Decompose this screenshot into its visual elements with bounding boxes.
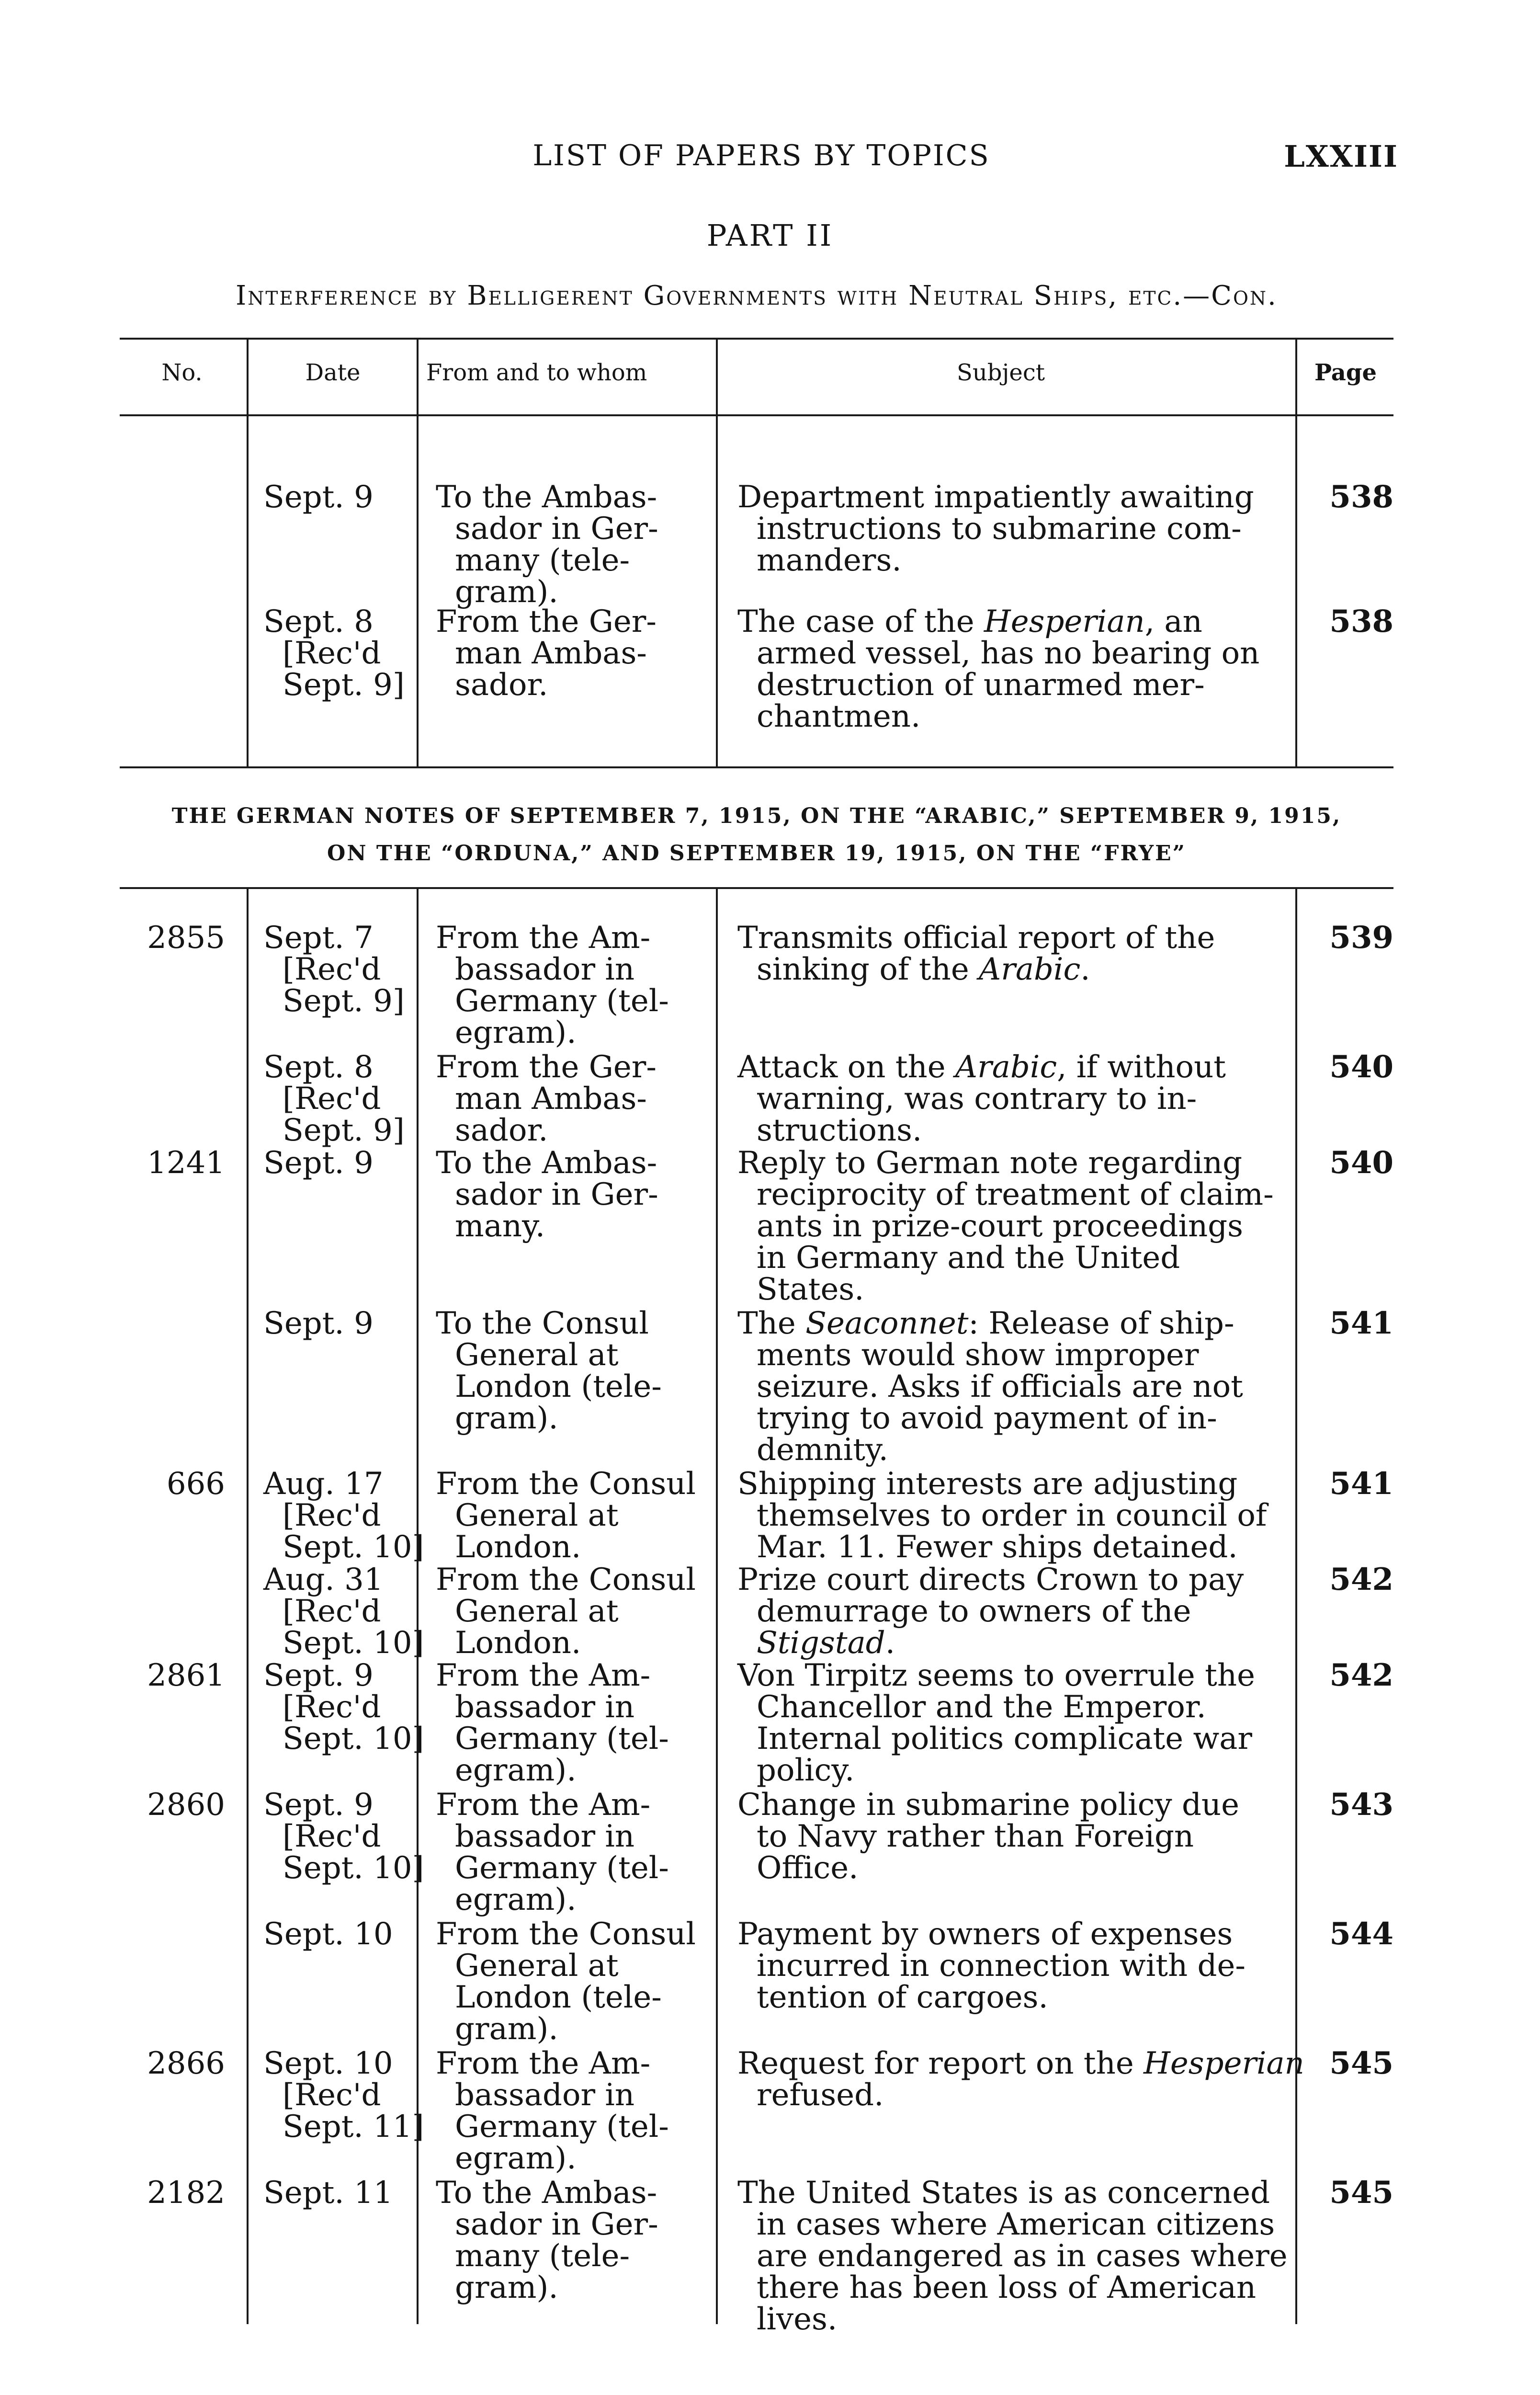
entry-page: 538 [1329,604,1393,639]
entry-date-line: [Rec'd [283,1081,381,1117]
entry-from-line: egram). [455,1882,577,1917]
entry-date-line: [Rec'd [283,636,381,671]
entry-date-line: Sept. 10 [263,2046,393,2081]
entry-from-line: General at [455,1594,619,1629]
entry-subject-line: Internal politics complicate war [757,1721,1252,1756]
entry-date-line: Sept. 8 [263,604,374,639]
notes-section-title [120,798,1393,872]
entry-subject [737,1657,1393,1788]
entry-from-line: gram). [455,2270,558,2305]
entry-subject-line: seizure. Asks if officials are not [757,1369,1243,1404]
entry-subject [737,1051,1393,1146]
notes-title-line: ON THE “ORDUNA,” AND SEPTEMBER 19, 1915, ON THE “FRYE” [327,841,1186,866]
entry-date-line: Sept. 9] [283,983,405,1019]
entry-number: 1241 [147,1145,225,1181]
col-header-date: Date [305,359,361,386]
entry-from-line: Germany (tel- [455,1721,669,1756]
entry-subject-line: sinking of the Arabic. [757,952,1090,987]
entry-page: 542 [1329,1657,1393,1693]
entry-date-line: Sept. 7 [263,920,374,956]
entry-from-line: From the Am- [436,920,651,956]
notes-title-line: THE GERMAN NOTES OF SEPTEMBER 7, 1915, ON THE “ARABIC,” SEPTEMBER 9, 1915, [171,804,1342,828]
entry-page: 543 [1329,1787,1393,1823]
entry-date-line: Sept. 9 [263,1658,374,1693]
entry-date-line: Sept. 9 [263,1145,374,1181]
col-header-no: No. [161,359,203,386]
column-divider [247,887,249,2324]
entry-from-line: egram). [455,2141,577,2176]
entry-subject [737,2045,1393,2113]
entry-subject-line: Transmits official report of the [737,920,1215,956]
entry-from-line: From the Consul [436,1466,696,1502]
entry-from-line: sador in Ger- [455,511,658,547]
entry-subject-line: to Navy rather than Foreign [757,1819,1194,1854]
entry-date-line: [Rec'd [283,1498,381,1533]
entry-from-line: London. [455,1625,581,1661]
entry-from-line: bassador in [455,1819,635,1854]
entry-date-line: Sept. 11] [283,2109,424,2144]
entry-from-line: From the Am- [436,1787,651,1823]
rule-notes-top [120,887,1393,889]
entry-from-line: many (tele- [455,2238,630,2274]
running-title: LIST OF PAPERS BY TOPICS [532,139,990,172]
entry-page: 540 [1329,1145,1393,1181]
entry-subject [737,1147,1393,1305]
entry-subject-line: trying to avoid payment of in- [757,1401,1217,1436]
entry-number: 666 [166,1466,225,1502]
entry-subject-line: ants in prize-court proceedings [757,1209,1243,1244]
entry-page: 545 [1329,2045,1393,2081]
entry-from-line: From the Ger- [436,604,657,639]
entry-date-line: Sept. 10] [283,1625,424,1661]
entry-from-line: gram). [455,574,558,610]
rule-top [120,338,1393,340]
entry-subject-line: The case of the Hesperian, an [737,604,1202,639]
entry-date-line: Sept. 8 [263,1049,374,1085]
entry-subject-line: instructions to submarine com- [757,511,1242,547]
entry-date-line: Sept. 9 [263,479,374,515]
entry-number: 2855 [147,920,225,956]
entry-subject [737,922,1393,985]
entry-subject [737,481,1393,576]
entry-from-line: General at [455,1337,619,1373]
entry-from-line: many. [455,1209,545,1244]
entry-from-line: From the Am- [436,2046,651,2081]
entry-from-line: man Ambas- [455,636,647,671]
entry-subject-line: in cases where American citizens [757,2207,1275,2242]
entry-from-line: bassador in [455,2077,635,2113]
entry-subject-line: Request for report on the Hesperian [737,2046,1304,2081]
entry-date-line: Sept. 11 [263,2175,393,2211]
entry-subject [737,1468,1393,1563]
entry-from-line: From the Am- [436,1658,651,1693]
entry-subject [737,1918,1393,2013]
entry-subject-line: destruction of unarmed mer- [757,667,1205,703]
entry-number: 2860 [147,1787,225,1823]
entry-subject-line: Prize court directs Crown to pay [737,1562,1244,1597]
entry-from-line: Germany (tel- [455,2109,669,2144]
entry-subject-line: States. [757,1272,864,1307]
entry-date-line: [Rec'd [283,952,381,987]
entry-page: 539 [1329,920,1393,956]
entry-page: 538 [1329,479,1393,515]
entry-date-line: Sept. 9] [283,667,405,703]
col-header-page: Page [1314,359,1377,386]
entry-page: 541 [1329,1305,1393,1341]
entry-subject-line: Change in submarine policy due [737,1787,1239,1823]
entry-from-line: From the Consul [436,1916,696,1952]
entry-subject-line: armed vessel, has no bearing on [757,636,1260,671]
entry-date-line: Sept. 10 [263,1916,393,1952]
entry-subject-line: policy. [757,1753,855,1788]
entry-subject-line: demnity. [757,1432,888,1468]
entry-subject-line: Attack on the Arabic, if without [737,1049,1226,1085]
entry-subject [737,606,1393,732]
section-title: Interference by Belligerent Governments with Neutral Ships, etc.—Con. [236,280,1278,311]
entry-from-line: many (tele- [455,543,630,578]
entry-subject-line: tention of cargoes. [757,1980,1048,2015]
entry-subject [737,1305,1393,1468]
page-number: LXXIII [1284,139,1398,174]
entry-from-line: London (tele- [455,1369,662,1404]
column-divider [247,338,249,766]
entry-number: 2866 [147,2046,225,2081]
entry-subject-line: Reply to German note regarding [737,1145,1243,1181]
entry-subject-line: Department impatiently awaiting [737,479,1254,515]
entry-date-line: Sept. 10] [283,1850,424,1886]
entry-subject-line: structions. [757,1113,922,1148]
entry-from-line: London (tele- [455,1980,662,2015]
entry-subject-line: demurrage to owners of the [757,1594,1191,1629]
entry-page: 545 [1329,2175,1393,2211]
entry-subject-line: refused. [757,2077,884,2113]
entry-date-line: [Rec'd [283,1594,381,1629]
entry-from-line: Germany (tel- [455,1850,669,1886]
entry-subject-line: chantmen. [757,699,921,734]
entry-from-line: egram). [455,1753,577,1788]
entry-subject-line: Shipping interests are adjusting [737,1466,1238,1502]
entry-subject-line: Office. [757,1850,859,1886]
col-header-subject: Subject [957,359,1045,386]
entry-number: 2861 [147,1658,225,1693]
entry-from-line: bassador in [455,952,635,987]
entry-from-line: gram). [455,2011,558,2047]
entry-subject-line: Stigstad. [757,1625,895,1661]
entry-from-line: man Ambas- [455,1081,647,1117]
entry-from-line: To the Ambas- [436,479,657,515]
entry-from-line: sador in Ger- [455,2207,658,2242]
entry-subject-line: The United States is as concerned [737,2175,1270,2211]
entry-date-line: Sept. 9 [263,1787,374,1823]
entry-subject-line: Chancellor and the Emperor. [757,1689,1206,1725]
entry-from-line: General at [455,1498,619,1533]
entry-subject-line: ments would show improper [757,1337,1199,1373]
entry-from-line: gram). [455,1401,558,1436]
entry-from-line: From the Ger- [436,1049,657,1085]
rule-table-end [120,766,1393,768]
entry-from-line: Germany (tel- [455,983,669,1019]
entry-subject-line: The Seaconnet: Release of ship- [737,1306,1234,1341]
rule-header-bottom [120,414,1393,416]
col-header-from: From and to whom [426,359,647,386]
entry-from-line: egram). [455,1015,577,1050]
entry-page: 542 [1329,1562,1393,1597]
entry-from-line: General at [455,1948,619,1984]
entry-date-line: Sept. 10] [283,1529,424,1565]
entry-from-line: To the Ambas- [436,2175,657,2211]
entry-date-line: [Rec'd [283,1689,381,1725]
entry-subject-line: warning, was contrary to in- [757,1081,1197,1117]
entry-subject-line: Mar. 11. Fewer ships detained. [757,1529,1238,1565]
entry-from-line: sador. [455,667,548,703]
entry-subject-line: in Germany and the United [757,1240,1180,1276]
column-headers [120,345,1393,417]
entry-page: 541 [1329,1466,1393,1502]
entry-subject [737,2177,1393,2335]
entry-subject-line: manders. [757,543,902,578]
entry-page: 540 [1329,1049,1393,1085]
entry-subject-line: reciprocity of treatment of claim- [757,1177,1274,1212]
entry-subject [737,1564,1393,1659]
entry-subject-line: lives. [757,2302,838,2337]
entry-from-line: To the Ambas- [436,1145,657,1181]
entry-date-line: [Rec'd [283,1819,381,1854]
entry-subject-line: themselves to order in council of [757,1498,1267,1533]
entry-date-line: [Rec'd [283,2077,381,2113]
entry-subject-line: there has been loss of American [757,2270,1257,2305]
entry-from-line: sador in Ger- [455,1177,658,1212]
entry-date-line: Sept. 9 [263,1306,374,1341]
part-title: PART II [706,218,834,253]
entry-date-line: Aug. 31 [263,1562,384,1597]
entry-from-line: From the Consul [436,1562,696,1597]
entry-subject [737,1789,1393,1884]
entry-date-line: Aug. 17 [263,1466,384,1502]
entry-subject-line: are endangered as in cases where [757,2238,1288,2274]
entry-subject-line: incurred in connection with de- [757,1948,1246,1984]
column-divider [417,338,419,766]
entry-date-line: Sept. 9] [283,1113,405,1148]
page-header [125,139,1398,177]
entry-from-line: sador. [455,1113,548,1148]
entry-page: 544 [1329,1916,1393,1952]
entry-date-line: Sept. 10] [283,1721,424,1756]
entry-number: 2182 [147,2175,225,2211]
entry-from-line: To the Consul [436,1306,649,1341]
entry-from-line: London. [455,1529,581,1565]
entry-subject-line: Von Tirpitz seems to overrule the [737,1658,1255,1693]
entry-from-line: bassador in [455,1689,635,1725]
entry-subject-line: Payment by owners of expenses [737,1916,1233,1952]
